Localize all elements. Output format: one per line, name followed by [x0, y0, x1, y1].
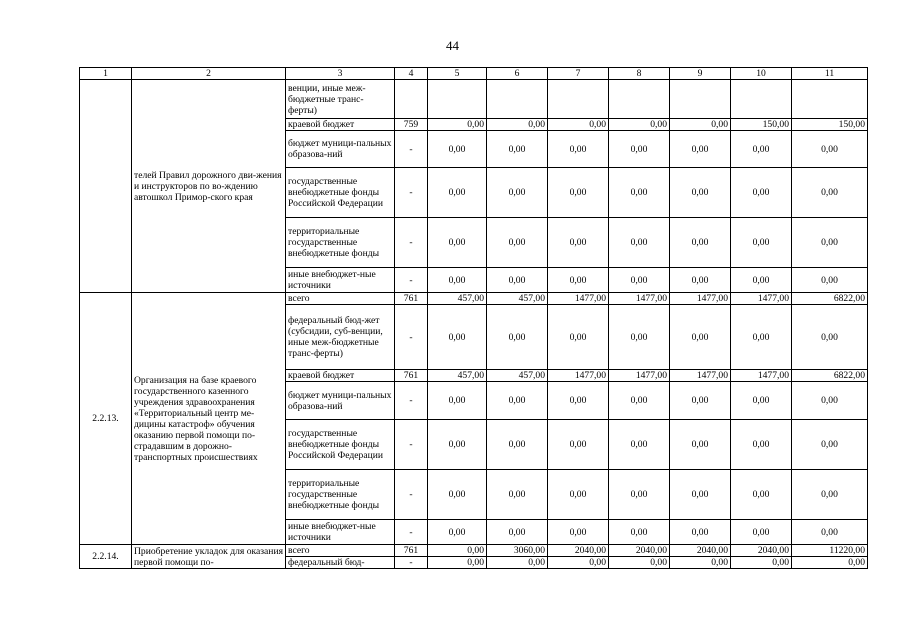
amount-cell: 0,00: [609, 268, 670, 293]
amount-cell: [548, 80, 609, 119]
amount-cell: [792, 80, 868, 119]
funding-source: бюджет муници-пальных образова-ний: [286, 131, 395, 168]
amount-cell: 0,00: [609, 470, 670, 520]
amount-cell: 0,00: [487, 268, 548, 293]
amount-cell: 0,00: [428, 470, 487, 520]
funding-source: федеральный бюд-: [286, 557, 395, 569]
amount-cell: 0,00: [731, 520, 792, 545]
amount-cell: 0,00: [548, 470, 609, 520]
amount-cell: [731, 80, 792, 119]
ministry-code: -: [395, 218, 428, 268]
amount-cell: 0,00: [609, 119, 670, 131]
amount-cell: 0,00: [792, 520, 868, 545]
amount-cell: 2040,00: [670, 545, 731, 557]
amount-cell: 6822,00: [792, 293, 868, 305]
amount-cell: 0,00: [428, 268, 487, 293]
funding-source: территориальные государственные внебюджетные фонды: [286, 218, 395, 268]
amount-cell: 0,00: [792, 420, 868, 470]
amount-cell: 1477,00: [670, 370, 731, 382]
ministry-code: -: [395, 557, 428, 569]
header-cell: 9: [670, 68, 731, 80]
ministry-code: -: [395, 268, 428, 293]
funding-source: всего: [286, 293, 395, 305]
amount-cell: [670, 80, 731, 119]
header-cell: 5: [428, 68, 487, 80]
funding-source: государственные внебюджетные фонды Российской Федерации: [286, 420, 395, 470]
ministry-code: -: [395, 470, 428, 520]
amount-cell: 0,00: [670, 382, 731, 420]
amount-cell: 457,00: [428, 370, 487, 382]
ministry-code: 761: [395, 370, 428, 382]
ministry-code: -: [395, 131, 428, 168]
amount-cell: 1477,00: [548, 370, 609, 382]
amount-cell: 0,00: [548, 382, 609, 420]
ministry-code: 761: [395, 293, 428, 305]
amount-cell: 0,00: [428, 131, 487, 168]
item-code: [80, 80, 132, 293]
header-cell: 2: [132, 68, 286, 80]
amount-cell: 0,00: [609, 420, 670, 470]
amount-cell: 0,00: [670, 119, 731, 131]
page-number: 44: [446, 38, 459, 53]
amount-cell: 0,00: [609, 168, 670, 218]
amount-cell: 0,00: [731, 218, 792, 268]
header-cell: 8: [609, 68, 670, 80]
item-name: Организация на базе краевого государственного казенного учреждения здравоохранения «Территориальный центр ме-дицины катастроф» обучения оказанию первой помощи по-страдавшим в дорожно-транспортных происшествиях: [132, 293, 286, 545]
amount-cell: 0,00: [731, 268, 792, 293]
item-name: Приобретение укладок для оказания первой помощи по-: [132, 545, 286, 569]
funding-source: краевой бюджет: [286, 119, 395, 131]
amount-cell: 11220,00: [792, 545, 868, 557]
funding-source: бюджет муници-пальных образова-ний: [286, 382, 395, 420]
ministry-code: -: [395, 305, 428, 370]
amount-cell: 0,00: [670, 557, 731, 569]
ministry-code: -: [395, 382, 428, 420]
amount-cell: 0,00: [792, 382, 868, 420]
funding-source: венции, иные меж-бюджетные транс-ферты): [286, 80, 395, 119]
amount-cell: 0,00: [487, 119, 548, 131]
amount-cell: 457,00: [428, 293, 487, 305]
amount-cell: 0,00: [428, 218, 487, 268]
amount-cell: 0,00: [670, 470, 731, 520]
amount-cell: 0,00: [428, 545, 487, 557]
amount-cell: 1477,00: [609, 370, 670, 382]
amount-cell: 0,00: [548, 168, 609, 218]
amount-cell: 0,00: [487, 305, 548, 370]
amount-cell: 0,00: [428, 305, 487, 370]
ministry-code: [395, 80, 428, 119]
amount-cell: 0,00: [792, 168, 868, 218]
amount-cell: 0,00: [548, 119, 609, 131]
amount-cell: 0,00: [548, 520, 609, 545]
ministry-code: 761: [395, 545, 428, 557]
header-cell: 3: [286, 68, 395, 80]
amount-cell: 0,00: [548, 305, 609, 370]
amount-cell: 0,00: [670, 305, 731, 370]
header-cell: 6: [487, 68, 548, 80]
amount-cell: 0,00: [487, 168, 548, 218]
amount-cell: 0,00: [428, 557, 487, 569]
amount-cell: 0,00: [487, 382, 548, 420]
amount-cell: 457,00: [487, 293, 548, 305]
amount-cell: 0,00: [670, 131, 731, 168]
amount-cell: 0,00: [792, 470, 868, 520]
amount-cell: 0,00: [609, 131, 670, 168]
ministry-code: 759: [395, 119, 428, 131]
funding-source: иные внебюджет-ные источники: [286, 520, 395, 545]
amount-cell: 0,00: [548, 420, 609, 470]
amount-cell: 0,00: [731, 305, 792, 370]
amount-cell: 0,00: [670, 520, 731, 545]
amount-cell: 2040,00: [731, 545, 792, 557]
header-cell: 10: [731, 68, 792, 80]
amount-cell: 6822,00: [792, 370, 868, 382]
amount-cell: 0,00: [731, 420, 792, 470]
amount-cell: 0,00: [792, 557, 868, 569]
header-cell: 11: [792, 68, 868, 80]
amount-cell: 0,00: [548, 268, 609, 293]
amount-cell: 2040,00: [609, 545, 670, 557]
amount-cell: 0,00: [548, 218, 609, 268]
amount-cell: 3060,00: [487, 545, 548, 557]
amount-cell: 0,00: [609, 218, 670, 268]
amount-cell: 0,00: [428, 119, 487, 131]
funding-source: территориальные государственные внебюджетные фонды: [286, 470, 395, 520]
amount-cell: 0,00: [670, 168, 731, 218]
amount-cell: 0,00: [548, 557, 609, 569]
amount-cell: 0,00: [428, 420, 487, 470]
budget-table: [79, 67, 868, 569]
amount-cell: 0,00: [731, 470, 792, 520]
amount-cell: 0,00: [487, 131, 548, 168]
header-cell: 4: [395, 68, 428, 80]
amount-cell: 1477,00: [609, 293, 670, 305]
amount-cell: 0,00: [731, 131, 792, 168]
amount-cell: 1477,00: [548, 293, 609, 305]
amount-cell: 0,00: [487, 557, 548, 569]
table-row: [80, 545, 868, 557]
amount-cell: 0,00: [792, 218, 868, 268]
amount-cell: 0,00: [428, 382, 487, 420]
funding-source: краевой бюджет: [286, 370, 395, 382]
funding-source: государственные внебюджетные фонды Российской Федерации: [286, 168, 395, 218]
amount-cell: 0,00: [670, 420, 731, 470]
amount-cell: 0,00: [428, 168, 487, 218]
amount-cell: 0,00: [731, 382, 792, 420]
amount-cell: [487, 80, 548, 119]
header-row: [80, 68, 868, 80]
amount-cell: 0,00: [609, 382, 670, 420]
amount-cell: [428, 80, 487, 119]
amount-cell: 1477,00: [731, 370, 792, 382]
amount-cell: 0,00: [731, 168, 792, 218]
table-row: [80, 80, 868, 119]
amount-cell: 0,00: [609, 520, 670, 545]
item-code: 2.2.14.: [80, 545, 132, 569]
ministry-code: -: [395, 420, 428, 470]
amount-cell: [609, 80, 670, 119]
amount-cell: 0,00: [670, 268, 731, 293]
amount-cell: 150,00: [731, 119, 792, 131]
amount-cell: 1477,00: [731, 293, 792, 305]
funding-source: всего: [286, 545, 395, 557]
item-name: телей Правил дорожного дви-жения и инструкторов по во-ждению автошкол Примор-ского края: [132, 80, 286, 293]
amount-cell: 1477,00: [670, 293, 731, 305]
amount-cell: 0,00: [670, 218, 731, 268]
amount-cell: 0,00: [731, 557, 792, 569]
ministry-code: -: [395, 168, 428, 218]
amount-cell: 0,00: [792, 268, 868, 293]
amount-cell: 0,00: [428, 520, 487, 545]
amount-cell: 0,00: [609, 557, 670, 569]
ministry-code: -: [395, 520, 428, 545]
amount-cell: 0,00: [609, 305, 670, 370]
item-code: 2.2.13.: [80, 293, 132, 545]
amount-cell: 457,00: [487, 370, 548, 382]
amount-cell: 0,00: [487, 470, 548, 520]
amount-cell: 0,00: [487, 420, 548, 470]
header-cell: 1: [80, 68, 132, 80]
table-row: [80, 293, 868, 305]
amount-cell: 0,00: [487, 218, 548, 268]
amount-cell: 0,00: [548, 131, 609, 168]
amount-cell: 0,00: [792, 131, 868, 168]
amount-cell: 0,00: [487, 520, 548, 545]
amount-cell: 0,00: [792, 305, 868, 370]
amount-cell: 2040,00: [548, 545, 609, 557]
funding-source: иные внебюджет-ные источники: [286, 268, 395, 293]
funding-source: федеральный бюд-жет (субсидии, суб-венции, иные меж-бюджетные транс-ферты): [286, 305, 395, 370]
amount-cell: 150,00: [792, 119, 868, 131]
header-cell: 7: [548, 68, 609, 80]
